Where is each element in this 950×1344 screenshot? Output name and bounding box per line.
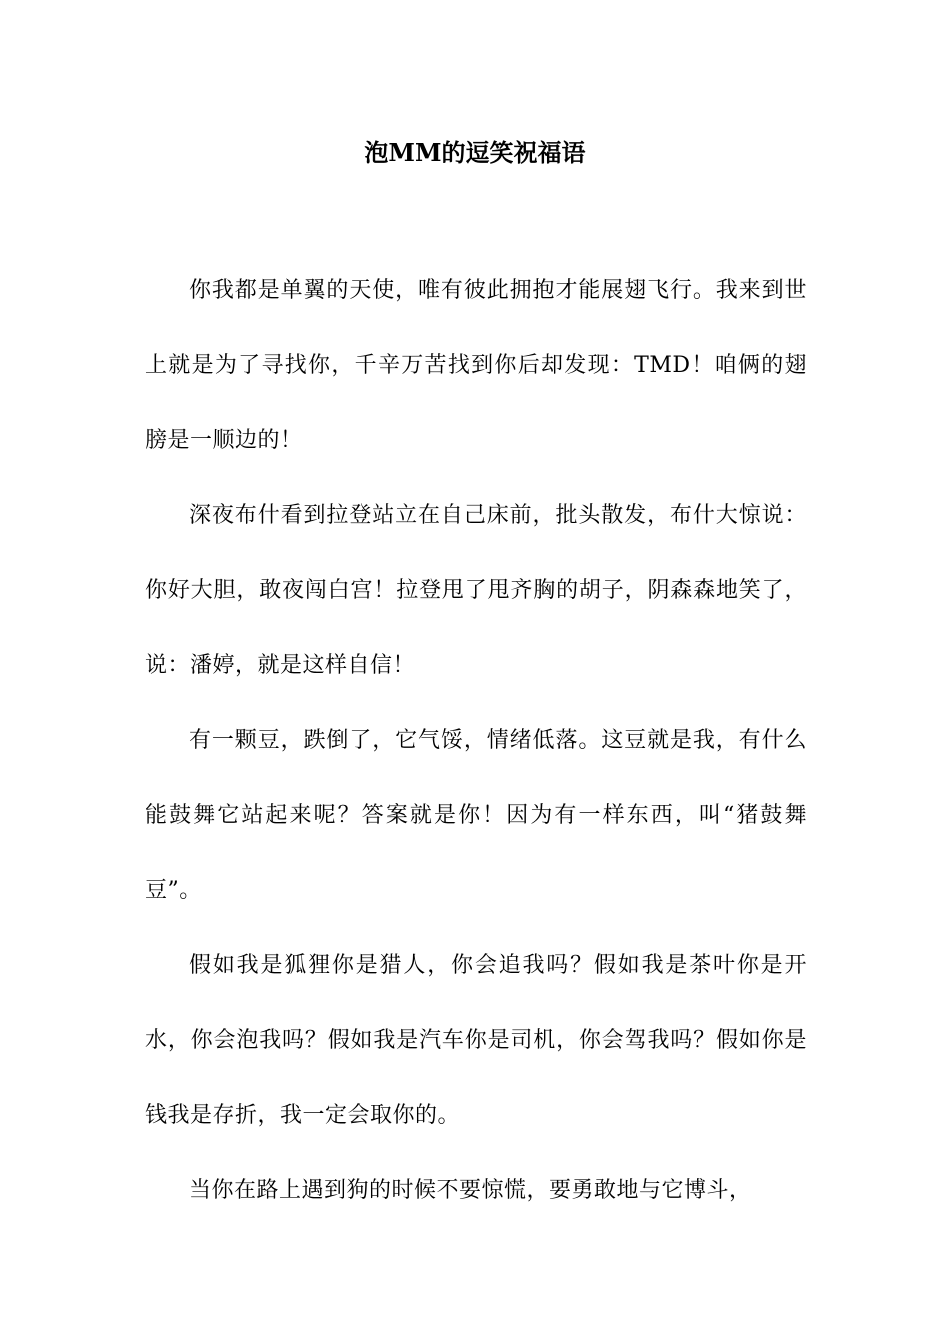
paragraph-4: 假如我是狐狸你是猎人，你会追我吗？假如我是茶叶你是开水，你会泡我吗？假如我是汽车你是司机，你会驾我吗？假如你是钱我是存折，我一定会取你的。 (145, 953, 807, 1128)
paragraph-1: 你我都是单翼的天使，唯有彼此拥抱才能展翅飞行。我来到世上就是为了寻找你，千辛万苦找到你后却发现：TMD！咱俩的翅膀是一顺边的！ (145, 278, 807, 453)
paragraph-3: 有一颗豆，跌倒了，它气馁，情绪低落。这豆就是我，有什么能鼓舞它站起来呢？答案就是你！因为有一样东西，叫“猪鼓舞豆”。 (145, 728, 807, 903)
paragraph-5: 当你在路上遇到狗的时候不要惊慌，要勇敢地与它博斗， (189, 1178, 752, 1203)
document-body (145, 253, 807, 1228)
document-title: 泡MM的逗笑祝福语 (364, 138, 586, 167)
paragraph-2: 深夜布什看到拉登站立在自己床前，批头散发，布什大惊说：你好大胆，敢夜闯白宫！拉登甩了甩齐胸的胡子，阴森森地笑了，说：潘婷，就是这样自信！ (145, 503, 807, 678)
